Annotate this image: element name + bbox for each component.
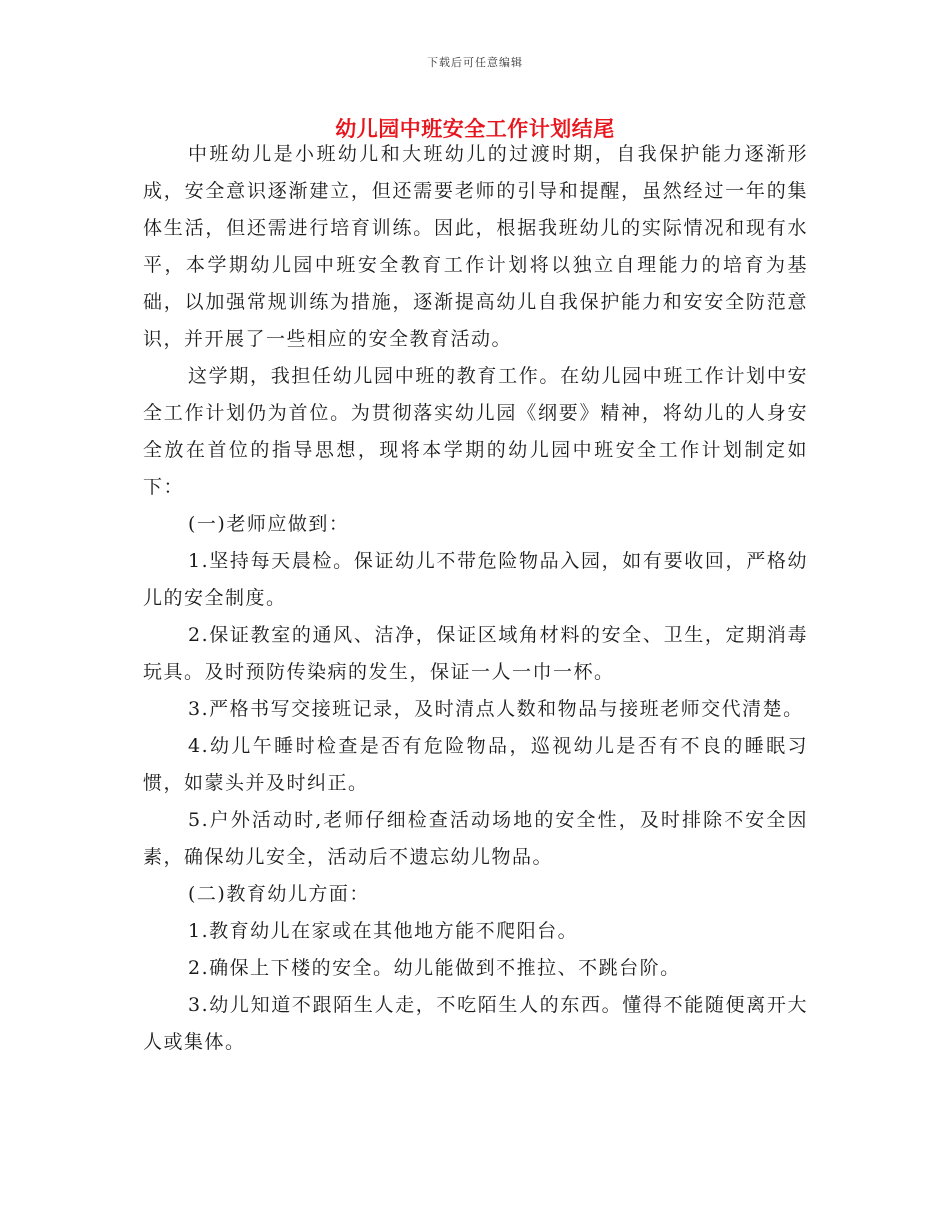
header-note: 下载后可任意编辑: [427, 56, 523, 69]
paragraph-intro: 中班幼儿是小班幼儿和大班幼儿的过渡时期，自我保护能力逐渐形成，安全意识逐渐建立，但还需要老师的引导和提醒，虽然经过一年的集体生活，但还需进行培育训练。因此，根据我班幼儿的实际情况和现有水平，本学期幼儿园中班安全教育工作计划将以独立自理能力的培育为基础，以加强常规训练为措施，逐渐提高幼儿自我保护能力和安安全防范意识，并开展了一些相应的安全教育活动。: [143, 143, 808, 350]
list-item: 5.户外活动时,老师仔细检查活动场地的安全性，及时排除不安全因素，确保幼儿安全，活动后不遗忘幼儿物品。: [143, 809, 808, 868]
list-item: 3.幼儿知道不跟陌生人走，不吃陌生人的东西。懂得不能随便离开大人或集体。: [143, 994, 808, 1053]
list-item: 4.幼儿午睡时检查是否有危险物品，巡视幼儿是否有不良的睡眠习惯，如蒙头并及时纠正。: [143, 735, 808, 794]
list-item: 3.严格书写交接班记录，及时清点人数和物品与接班老师交代清楚。: [188, 698, 804, 720]
list-item: 2.确保上下楼的安全。幼儿能做到不推拉、不跳台阶。: [188, 957, 681, 979]
list-item: 1.教育幼儿在家或在其他地方能不爬阳台。: [188, 920, 579, 942]
document-title: 幼儿园中班安全工作计划结尾: [335, 117, 615, 141]
paragraph-semester: 这学期，我担任幼儿园中班的教育工作。在幼儿园中班工作计划中安全工作计划仍为首位。为贯彻落实幼儿园《纲要》精神，将幼儿的人身安全放在首位的指导思想，现将本学期的幼儿园中班安全工作计划制定如下：: [143, 365, 808, 498]
section-heading-children: (二)教育幼儿方面：: [188, 883, 370, 905]
document-body: [143, 136, 808, 1061]
list-item: 2.保证教室的通风、洁净，保证区域角材料的安全、卫生，定期消毒玩具。及时预防传染病的发生，保证一人一巾一杯。: [143, 624, 808, 683]
list-item: 1.坚持每天晨检。保证幼儿不带危险物品入园，如有要收回，严格幼儿的安全制度。: [143, 550, 808, 609]
section-heading-teacher: (一)老师应做到：: [188, 513, 350, 535]
